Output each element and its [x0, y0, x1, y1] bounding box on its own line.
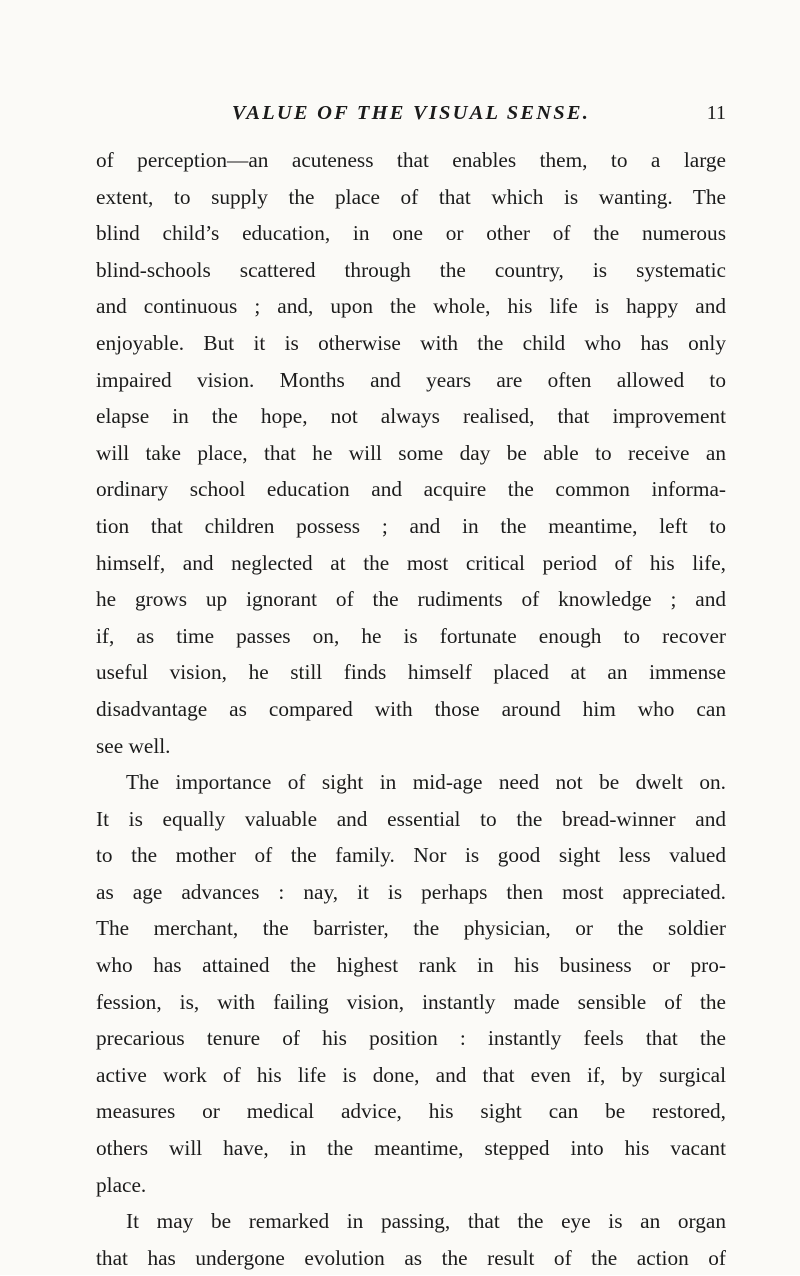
text-line: will take place, that he will some day be able to receive an — [96, 440, 726, 465]
running-title: VALUE OF THE VISUAL SENSE. — [231, 102, 591, 124]
text-line: active work of his life is done, and that even if, by surgical — [96, 1062, 726, 1087]
text-line: place. — [96, 1172, 147, 1197]
text-line: blind-schools scattered through the country, is systematic — [96, 257, 726, 282]
text-line: himself, and neglected at the most critical period of his life, — [96, 550, 726, 575]
text-line: The merchant, the barrister, the physician, or the soldier — [96, 916, 726, 941]
text-line: fession, is, with failing vision, instantly made sensible of the — [96, 989, 726, 1014]
text-line: that has undergone evolution as the result of the action of — [96, 1245, 726, 1270]
text-line: precarious tenure of his position : instantly feels that the — [96, 1026, 726, 1051]
text-line: if, as time passes on, he is fortunate enough to recover — [96, 623, 726, 648]
text-line: to the mother of the family. Nor is good sight less valued — [96, 843, 726, 868]
text-line: tion that children possess ; and in the meantime, left to — [96, 513, 726, 538]
text-line: extent, to supply the place of that which is wanting. The — [96, 184, 726, 209]
running-head — [96, 100, 726, 136]
text-line: It may be remarked in passing, that the eye is an organ — [126, 1209, 726, 1234]
text-line: enjoyable. But it is otherwise with the child who has only — [96, 330, 726, 355]
text-line: It is equally valuable and essential to the bread-winner and — [96, 806, 726, 831]
text-line: elapse in the hope, not always realised, that improvement — [96, 404, 726, 429]
text-line: impaired vision. Months and years are often allowed to — [96, 367, 726, 392]
text-line: and continuous ; and, upon the whole, his life is happy and — [96, 294, 726, 319]
text-line: disadvantage as compared with those around him who can — [96, 696, 726, 721]
body-text — [96, 142, 726, 1276]
text-line: of perception—an acuteness that enables them, to a large — [96, 148, 726, 172]
page-number: 11 — [706, 102, 726, 124]
text-line: measures or medical advice, his sight can be restored, — [96, 1099, 726, 1124]
text-line: blind child’s education, in one or other of the numerous — [96, 221, 726, 246]
text-line: who has attained the highest rank in his business or pro- — [96, 953, 726, 978]
text-line: The importance of sight in mid-age need not be dwelt on. — [126, 770, 726, 795]
text-line: as age advances : nay, it is perhaps then most appreciated. — [96, 879, 726, 904]
text-line: see well. — [96, 733, 171, 758]
text-line: ordinary school education and acquire the common informa- — [96, 477, 726, 502]
text-line: useful vision, he still finds himself placed at an immense — [96, 660, 726, 685]
text-line: he grows up ignorant of the rudiments of knowledge ; and — [96, 587, 726, 612]
text-line: others will have, in the meantime, stepped into his vacant — [96, 1136, 726, 1161]
